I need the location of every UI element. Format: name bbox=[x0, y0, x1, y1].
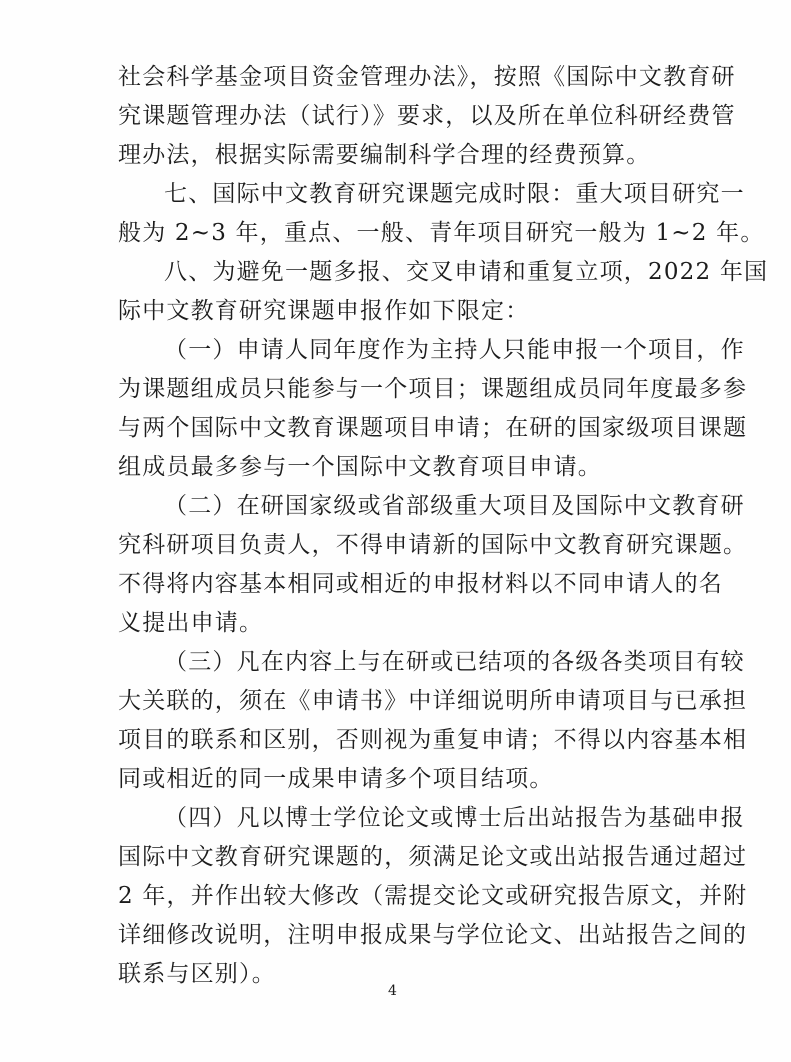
text-line: 理办法，根据实际需要编制科学合理的经费预算。 bbox=[118, 142, 651, 168]
page-number: 4 bbox=[388, 983, 397, 999]
text-line: 义提出申请。 bbox=[118, 610, 264, 636]
text-line: 组成员最多参与一个国际中文教育项目申请。 bbox=[118, 454, 602, 480]
text-line: 不得将内容基本相同或相近的申报材料以不同申请人的名 bbox=[118, 571, 723, 597]
text-line: 联系与区别）。 bbox=[118, 961, 276, 987]
text-line: 国际中文教育研究课题的，须满足论文或出站报告通过超过 bbox=[118, 844, 748, 870]
text-line: （三）凡在内容上与在研或已结项的各级各类项目有较 bbox=[164, 649, 745, 675]
text-line: 社会科学基金项目资金管理办法》，按照《国际中文教育研 bbox=[118, 64, 736, 90]
text-line: （二）在研国家级或省部级重大项目及国际中文教育研 bbox=[164, 493, 745, 519]
text-line: 七、国际中文教育研究课题完成时限：重大项目研究一 bbox=[164, 181, 745, 207]
text-line: 究科研项目负责人，不得申请新的国际中文教育研究课题。 bbox=[118, 532, 748, 558]
text-line: 2 年，并作出较大修改（需提交论文或研究报告原文，并附 bbox=[118, 883, 748, 909]
text-line: 详细修改说明，注明申报成果与学位论文、出站报告之间的 bbox=[118, 922, 748, 948]
text-line: 大关联的，须在《申请书》中详细说明所申请项目与已承担 bbox=[118, 688, 748, 714]
text-line: （一）申请人同年度作为主持人只能申报一个项目，作 bbox=[164, 337, 745, 363]
text-line: 与两个国际中文教育课题项目申请；在研的国家级项目课题 bbox=[118, 415, 748, 441]
text-line: 项目的联系和区别，否则视为重复申请；不得以内容基本相 bbox=[118, 727, 748, 753]
text-line: 究课题管理办法（试行）》要求，以及所在单位科研经费管 bbox=[118, 103, 736, 129]
text-line: 八、为避免一题多报、交叉申请和重复立项，2022 年国 bbox=[164, 259, 769, 285]
text-line: 般为 2~3 年，重点、一般、青年项目研究一般为 1~2 年。 bbox=[118, 220, 765, 246]
text-line: 际中文教育研究课题申报作如下限定： bbox=[118, 298, 530, 324]
text-line: 为课题组成员只能参与一个项目；课题组成员同年度最多参 bbox=[118, 376, 748, 402]
text-line: （四）凡以博士学位论文或博士后出站报告为基础申报 bbox=[164, 805, 745, 831]
text-line: 同或相近的同一成果申请多个项目结项。 bbox=[118, 766, 554, 792]
